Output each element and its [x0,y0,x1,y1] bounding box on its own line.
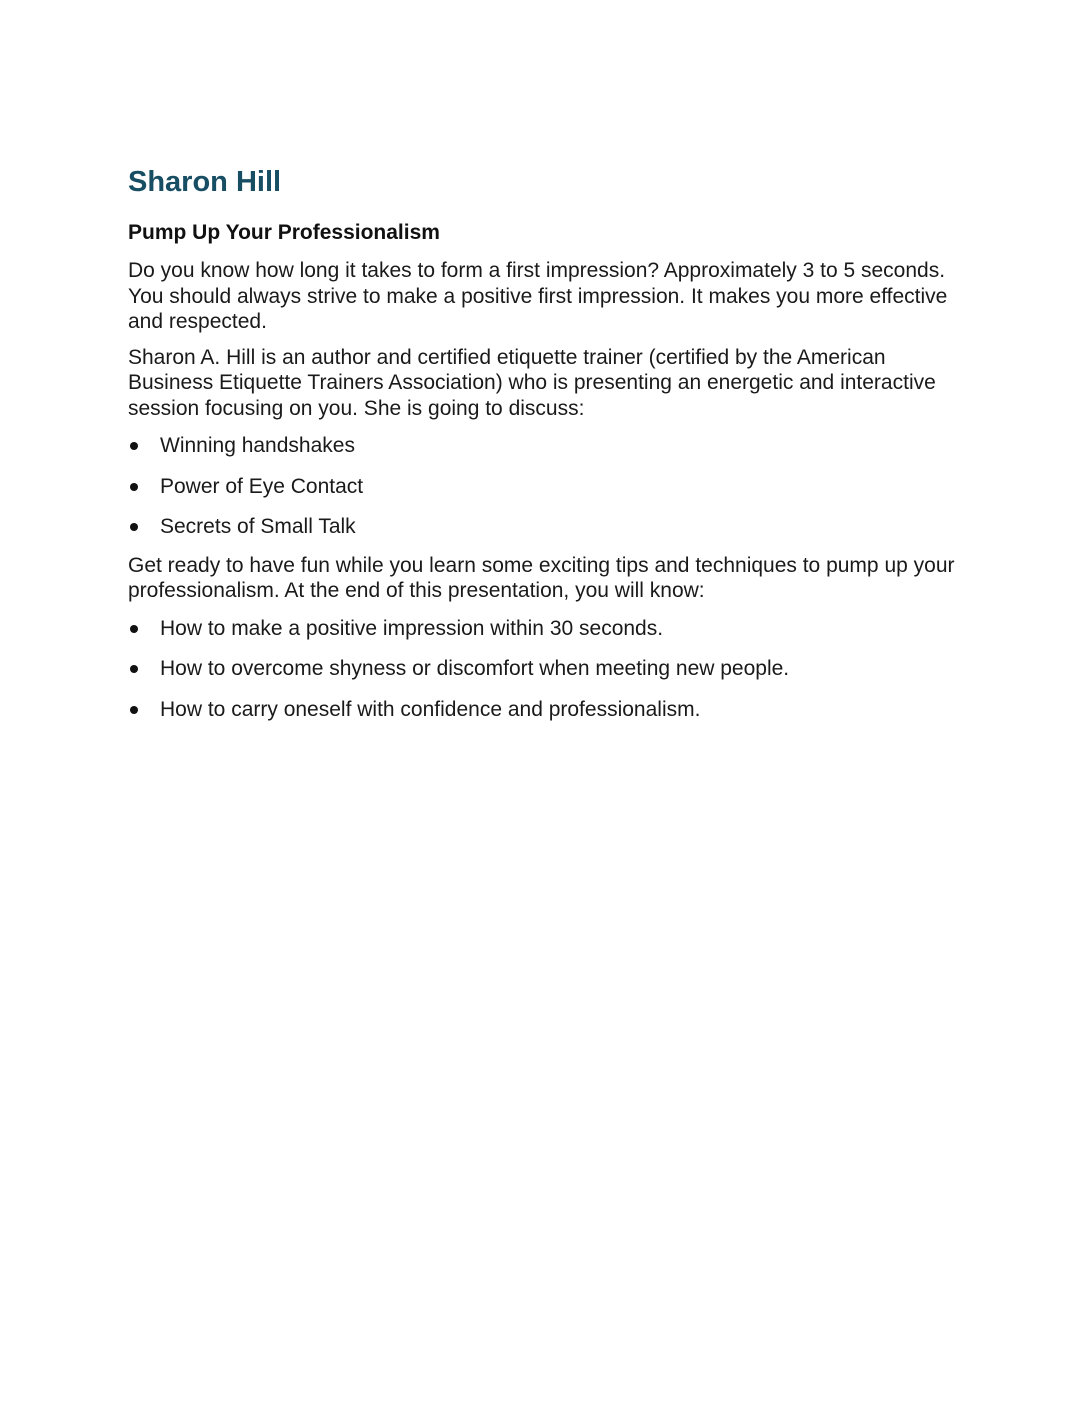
list-item [128,433,958,459]
bullet-icon [130,523,138,531]
list-item-text: How to make a positive impression within 30 seconds. [160,616,664,640]
know-list [128,616,958,723]
bullet-icon [130,483,138,491]
page-title: Sharon Hill [128,166,282,198]
list-item-text: Winning handshakes [160,434,355,457]
list-item-text: How to carry oneself with confidence and professionalism. [160,697,701,721]
document-page [128,160,958,737]
list-item [128,697,958,723]
bullet-icon [130,665,138,673]
discuss-list [128,433,958,540]
list-item [128,616,958,642]
bio-paragraph: Sharon A. Hill is an author and certified etiquette trainer (certified by the American Business Etiquette Trainers Association) who is presenting an energetic and interactive session focusing on you. She is going to discuss: [128,345,936,420]
intro-paragraph: Do you know how long it takes to form a first impression? Approximately 3 to 5 seconds. You should always strive to make a positive first impression. It makes you more effective and respected. [128,259,948,333]
list-item [128,514,958,540]
list-item-text: How to overcome shyness or discomfort when meeting new people. [160,657,790,680]
bullet-icon [130,706,138,714]
page-subtitle: Pump Up Your Professionalism [128,221,440,244]
list-item-text: Secrets of Small Talk [160,515,356,538]
outcome-paragraph: Get ready to have fun while you learn some exciting tips and techniques to pump up your professionalism. At the end of this presentation, you will know: [128,553,955,602]
list-item-text: Power of Eye Contact [160,474,364,498]
list-item [128,474,958,500]
bullet-icon [130,625,138,633]
bullet-icon [130,442,138,450]
list-item [128,656,958,682]
